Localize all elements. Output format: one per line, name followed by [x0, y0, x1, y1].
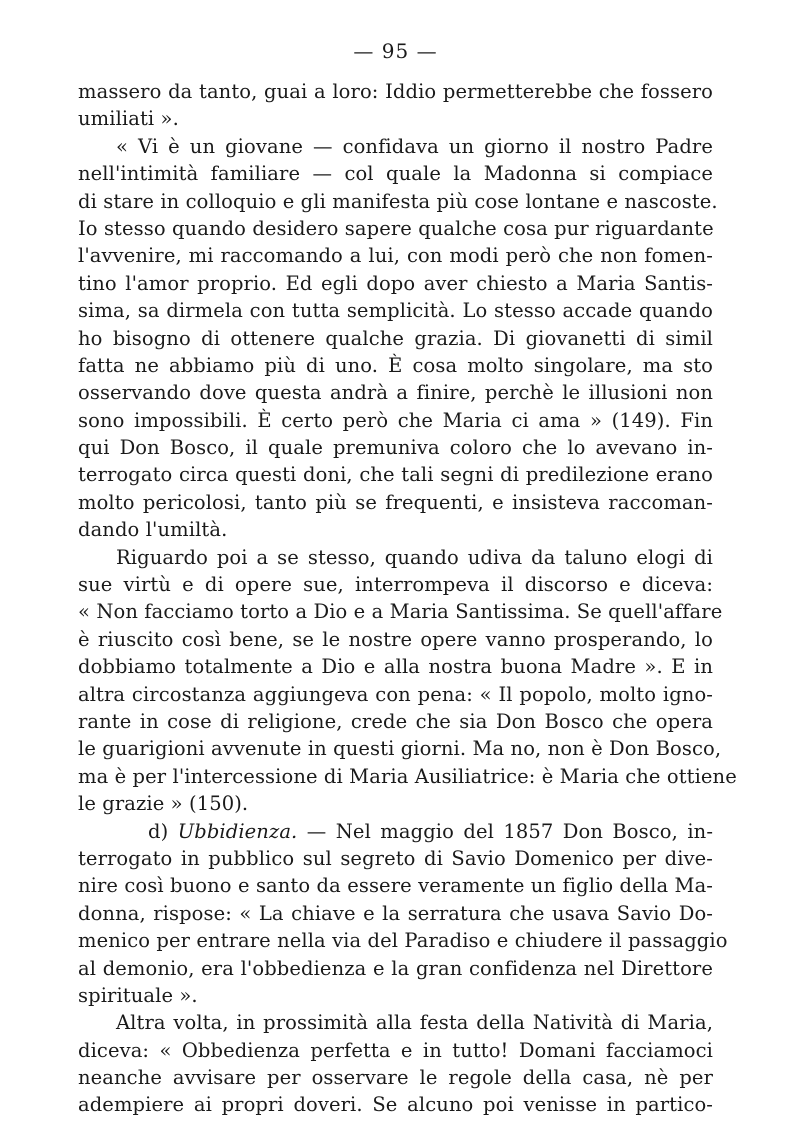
text-line: nell'intimità familiare — col quale la Madonna si compiace: [78, 162, 713, 186]
text-line: « Non facciamo torto a Dio e a Maria Santissima. Se quell'affare: [78, 600, 723, 624]
text-line: ma è per l'intercessione di Maria Ausiliatrice: è Maria che ottiene: [78, 764, 737, 788]
text-line: diceva: « Obbedienza perfetta e in tutto! Domani facciamoci: [78, 1038, 713, 1062]
text-line: ho bisogno di ottenere qualche grazia. Di giovanetti di simil: [78, 326, 713, 350]
text-line: altra circostanza aggiungeva con pena: « Il popolo, molto igno-: [78, 682, 713, 706]
text-line: tino l'amor proprio. Ed egli dopo aver chiesto a Maria Santis-: [78, 271, 713, 295]
text-line: donna, rispose: « La chiave e la serratura che usava Savio Do-: [78, 901, 713, 925]
text-line: è riuscito così bene, se le nostre opere vanno prosperando, lo: [78, 627, 713, 651]
text-line: dando l'umiltà.: [78, 518, 228, 542]
text-line: « Vi è un giovane — confidava un giorno il nostro Padre: [116, 134, 713, 158]
text-line: rante in cose di religione, crede che sia Don Bosco che opera: [78, 709, 713, 733]
text-line: le guarigioni avvenute in questi giorni. Ma no, non è Don Bosco,: [78, 737, 722, 761]
text-line: sue virtù e di opere sue, interrompeva il discorso e diceva:: [78, 573, 713, 597]
text-line: al demonio, era l'obbedienza e la gran confidenza nel Direttore: [78, 956, 713, 980]
text-line: fatta ne abbiamo più di uno. È cosa molto singolare, ma sto: [78, 353, 713, 377]
text-line: di stare in colloquio e gli manifesta più cose lontane e nascoste.: [78, 189, 718, 213]
subsection-line: [78, 818, 713, 845]
text-line: Altra volta, in prossimità alla festa della Natività di Maria,: [116, 1011, 713, 1035]
text-line: sono impossibili. È certo però che Maria ci ama » (149). Fin: [78, 408, 713, 432]
text-line: terrogato circa questi doni, che tali segni di predilezione erano: [78, 463, 713, 487]
text-line: osservando dove questa andrà a finire, perchè le illusioni non: [78, 381, 713, 405]
text-line: qui Don Bosco, il quale premuniva coloro che lo avevano in-: [78, 436, 713, 460]
page-number: — 95 —: [353, 39, 438, 63]
text-line: sima, sa dirmela con tutta semplicità. Lo stesso accade quando: [78, 299, 713, 323]
subsection-title: Ubbidienza.: [177, 819, 298, 843]
book-page: [78, 38, 737, 1119]
body-text: [78, 78, 737, 1119]
text-line: massero da tanto, guai a loro: Iddio permetterebbe che fossero: [78, 80, 713, 103]
text-line: l'avvenire, mi raccomando a lui, con modi però che non fomen-: [78, 244, 713, 268]
subsection-marker: d): [148, 819, 178, 843]
text-line: molto pericolosi, tanto più se frequenti, e insisteva raccoman-: [78, 490, 713, 514]
text-line: Riguardo poi a se stesso, quando udiva da taluno elogi di: [116, 545, 713, 569]
text-line: dobbiamo totalmente a Dio e alla nostra buona Madre ». E in: [78, 655, 713, 679]
text-line: neanche avvisare per osservare le regole della casa, nè per: [78, 1066, 713, 1090]
text-line: le grazie » (150).: [78, 792, 249, 816]
text-line: menico per entrare nella via del Paradiso e chiudere il passaggio: [78, 929, 728, 953]
text-line: umiliati ».: [78, 107, 179, 131]
text-line: nire così buono e santo da essere veramente un figlio della Ma-: [78, 874, 713, 898]
subsection-text: — Nel maggio del 1857 Don Bosco, in-: [297, 819, 714, 843]
text-line: terrogato in pubblico sul segreto di Savio Domenico per dive-: [78, 846, 713, 870]
text-line: adempiere ai propri doveri. Se alcuno poi venisse in partico-: [78, 1093, 713, 1117]
text-line: Io stesso quando desidero sapere qualche cosa pur riguardante: [78, 216, 714, 240]
text-line: spirituale ».: [78, 983, 198, 1007]
